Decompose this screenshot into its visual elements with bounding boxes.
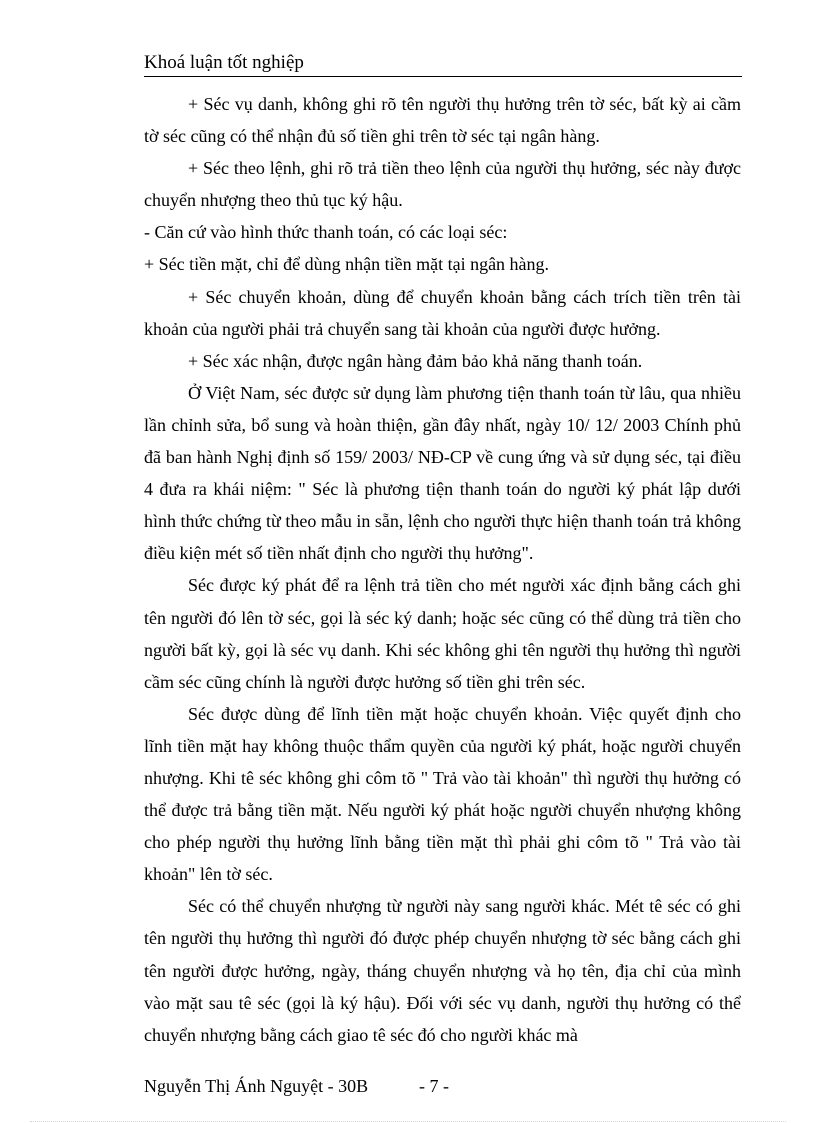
paragraph-order-cheque: + Séc theo lệnh, ghi rõ trả tiền theo lệnh của người thụ hưởng, séc này được chuyển nhượng theo thủ tục ký hậu.: [144, 158, 741, 211]
paragraph-vietnam-cheque: Ở Việt Nam, séc được sử dụng làm phương tiện thanh toán từ lâu, qua nhiều lần chỉnh sửa, bổ sung và hoàn thiện, gần đây nhất, ngày 10/ 12/ 2003 Chính phủ đã ban hành Nghị định số 159/ 2003/ NĐ-CP về cung ứng và sử dụng séc, tại điều 4 đưa ra khái niệm: " Séc là phương tiện thanh toán do người ký phát lập dưới hình thức chứng từ theo mẫu in sẵn, lệnh cho người thực hiện thanh toán trả không điều kiện mét số tiền nhất định cho người thụ hưởng".: [144, 382, 741, 564]
paragraph-payment-form-heading: - Căn cứ vào hình thức thanh toán, có các loại séc:: [144, 222, 508, 243]
paragraph-cheque-issuance: Séc được ký phát để ra lệnh trả tiền cho mét người xác định bằng cách ghi tên người đó lên tờ séc, gọi là séc ký danh; hoặc séc cũng có thể dùng trả tiền cho người bất kỳ, gọi là séc vụ danh. Khi séc không ghi tên người thụ hưởng thì người cầm séc cũng chính là người được hưởng số tiền ghi trên séc.: [144, 575, 741, 692]
paragraph-cheque-usage: Séc được dùng để lĩnh tiền mặt hoặc chuyển khoản. Việc quyết định cho lĩnh tiền mặt hay không thuộc thẩm quyền của người ký phát, hoặc người chuyển nhượng. Khi tê séc không ghi côm tõ " Trả vào tài khoản" thì người thụ hưởng có thể được trả bằng tiền mặt. Nếu người ký phát hoặc người chuyển nhượng không cho phép người thụ hưởng lĩnh bằng tiền mặt thì phải ghi côm tõ " Trả vào tài khoản" lên tờ séc.: [144, 703, 741, 885]
paragraph-cash-cheque: + Séc tiền mặt, chỉ để dùng nhận tiền mặt tại ngân hàng.: [144, 254, 550, 275]
paragraph-bearer-cheque: + Séc vụ danh, không ghi rõ tên người thụ hưởng trên tờ séc, bất kỳ ai cầm tờ séc cũng có thể nhận đủ số tiền ghi trên tờ séc tại ngân hàng.: [144, 94, 741, 147]
document-body: [144, 88, 741, 1051]
paragraph-transfer-cheque: + Séc chuyển khoản, dùng để chuyển khoản bằng cách trích tiền trên tài khoản của người phải trả chuyển sang tài khoản của người được hưởng.: [144, 286, 741, 339]
page-footer: [144, 1074, 742, 1098]
footer-divider: [30, 1121, 786, 1122]
paragraph-cheque-transfer: Séc có thể chuyển nhượng từ người này sang người khác. Mét tê séc có ghi tên người thụ hưởng thì người đó được phép chuyển nhượng tờ séc bằng cách ghi tên người được hưởng, ngày, tháng chuyển nhượng và họ tên, địa chỉ của mình vào mặt sau tê séc (gọi là ký hậu). Đối với séc vụ danh, người thụ hưởng có thể chuyển nhượng bằng cách giao tê séc đó cho người khác mà: [144, 896, 741, 1045]
paragraph-certified-cheque: + Séc xác nhận, được ngân hàng đảm bảo khả năng thanh toán.: [188, 350, 643, 371]
page-number: - 7 -: [419, 1076, 449, 1096]
thesis-title: Khoá luận tốt nghiệp: [144, 52, 304, 73]
page-header: [144, 50, 742, 77]
author-name: Nguyễn Thị Ánh Nguyệt - 30B: [144, 1076, 369, 1096]
